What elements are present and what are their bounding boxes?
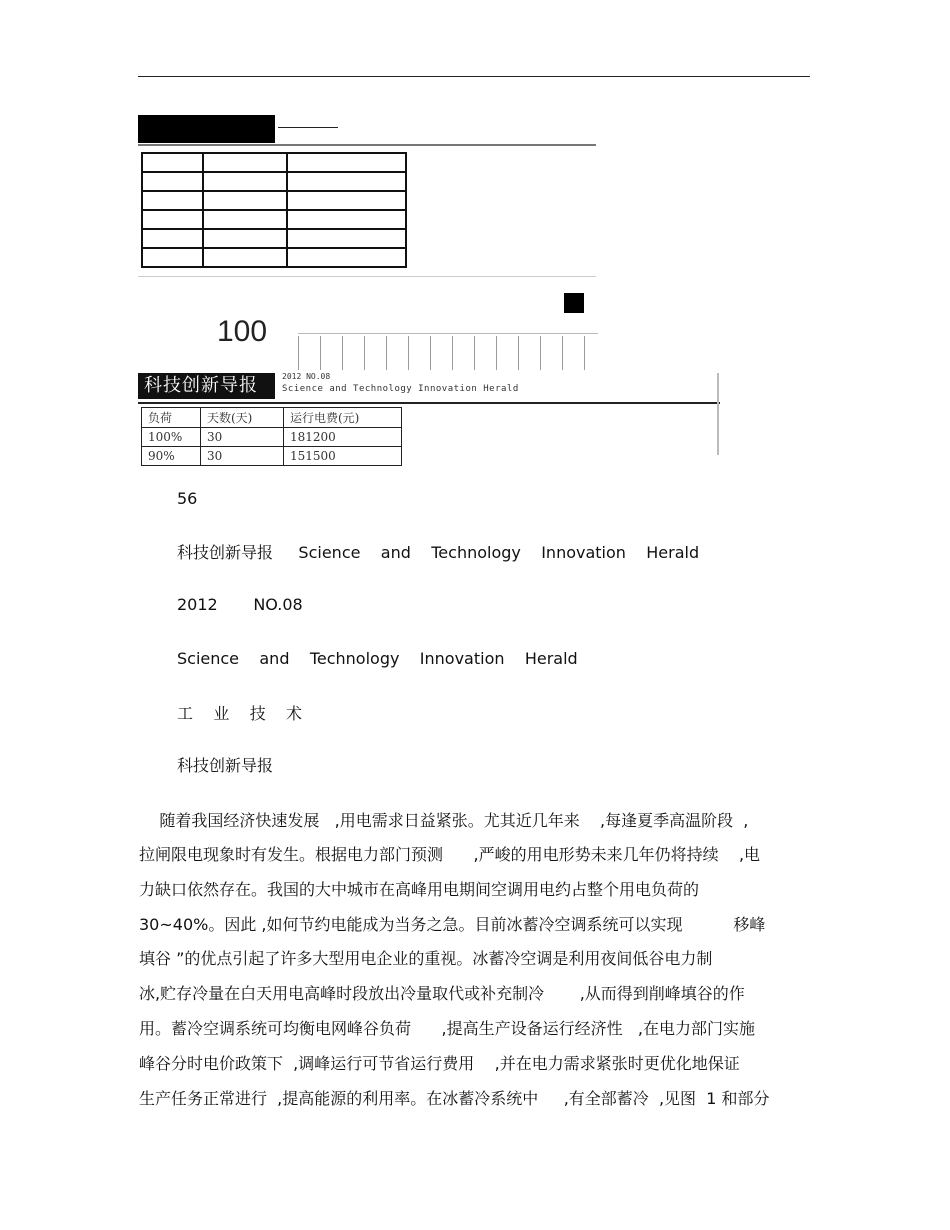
axis-tick	[320, 336, 321, 370]
scanned-figure	[138, 115, 720, 463]
table-cell: 151500	[284, 447, 402, 466]
axis-tick	[430, 336, 431, 370]
axis-tick	[298, 336, 299, 370]
axis-tick	[562, 336, 563, 370]
paragraph-line: 30~40%。因此 ,如何节约电能成为当务之急。目前冰蓄冷空调系统可以实现 移峰	[139, 915, 766, 934]
table-cell: 100%	[142, 428, 201, 447]
journal-header-line: 科技创新导报 Science and Technology Innovation Herald	[177, 543, 700, 562]
paragraph-line: 随着我国经济快速发展 ,用电需求日益紧张。尤其近几年来 ,每逢夏季高温阶段 ,	[139, 811, 749, 830]
masthead-year: 2012 NO.08	[282, 372, 331, 381]
masthead-title: 科技创新导报	[138, 373, 275, 399]
axis-tick	[342, 336, 343, 370]
empty-grid-table	[141, 152, 407, 268]
axis-tick-label: 100	[217, 315, 268, 348]
table-cell: 181200	[284, 428, 402, 447]
masthead-subtitle: Science and Technology Innovation Herald	[282, 384, 519, 394]
page-number: 56	[177, 489, 198, 508]
table-header: 负荷	[142, 408, 201, 428]
paragraph-line: 生产任务正常进行 ,提高能源的利用率。在冰蓄冷系统中 ,有全部蓄冷 ,见图 1 和部分	[139, 1089, 770, 1108]
table-cell: 90%	[142, 447, 201, 466]
chart-axis	[298, 333, 598, 372]
figure-divider	[138, 144, 596, 146]
table-row	[142, 447, 402, 466]
redaction-bar	[138, 115, 275, 143]
figure-top-line	[278, 127, 338, 128]
table-cell: 30	[201, 428, 284, 447]
paragraph-line: 峰谷分时电价政策下 ,调峰运行可节省运行费用 ,并在电力需求紧张时更优化地保证	[139, 1054, 740, 1073]
table-row	[142, 428, 402, 447]
header-rule	[138, 76, 810, 77]
masthead-frame	[717, 373, 719, 455]
table-cell: 30	[201, 447, 284, 466]
table-header: 天数(天)	[201, 408, 284, 428]
paragraph-line: 填谷 ”的优点引起了许多大型用电企业的重视。冰蓄冷空调是利用夜间低谷电力制	[139, 949, 713, 968]
cost-table	[141, 407, 402, 466]
issue-line: 2012 NO.08	[177, 595, 303, 614]
axis-tick	[474, 336, 475, 370]
axis-tick	[496, 336, 497, 370]
paragraph-line: 冰,贮存冷量在白天用电高峰时段放出冷量取代或补充制冷 ,从而得到削峰填谷的作	[139, 984, 745, 1003]
journal-english-title: Science and Technology Innovation Herald	[177, 649, 578, 668]
legend-square-icon	[564, 293, 584, 313]
masthead-rule	[138, 402, 720, 404]
section-title: 工 业 技 术	[177, 704, 303, 723]
axis-tick	[386, 336, 387, 370]
axis-tick	[518, 336, 519, 370]
axis-tick	[540, 336, 541, 370]
axis-tick	[408, 336, 409, 370]
journal-chinese-title: 科技创新导报	[177, 756, 274, 775]
axis-tick	[364, 336, 365, 370]
figure-divider-light	[138, 276, 596, 277]
paragraph-line: 力缺口依然存在。我国的大中城市在高峰用电期间空调用电约占整个用电负荷的	[139, 880, 700, 899]
table-header-row	[142, 408, 402, 428]
paragraph-line: 用。蓄冷空调系统可均衡电网峰谷负荷 ,提高生产设备运行经济性 ,在电力部门实施	[139, 1019, 755, 1038]
axis-tick	[584, 336, 585, 370]
table-header: 运行电费(元)	[284, 408, 402, 428]
axis-tick	[452, 336, 453, 370]
paragraph-line: 拉闸限电现象时有发生。根据电力部门预测 ,严峻的用电形势未来几年仍将持续 ,电	[139, 845, 761, 864]
